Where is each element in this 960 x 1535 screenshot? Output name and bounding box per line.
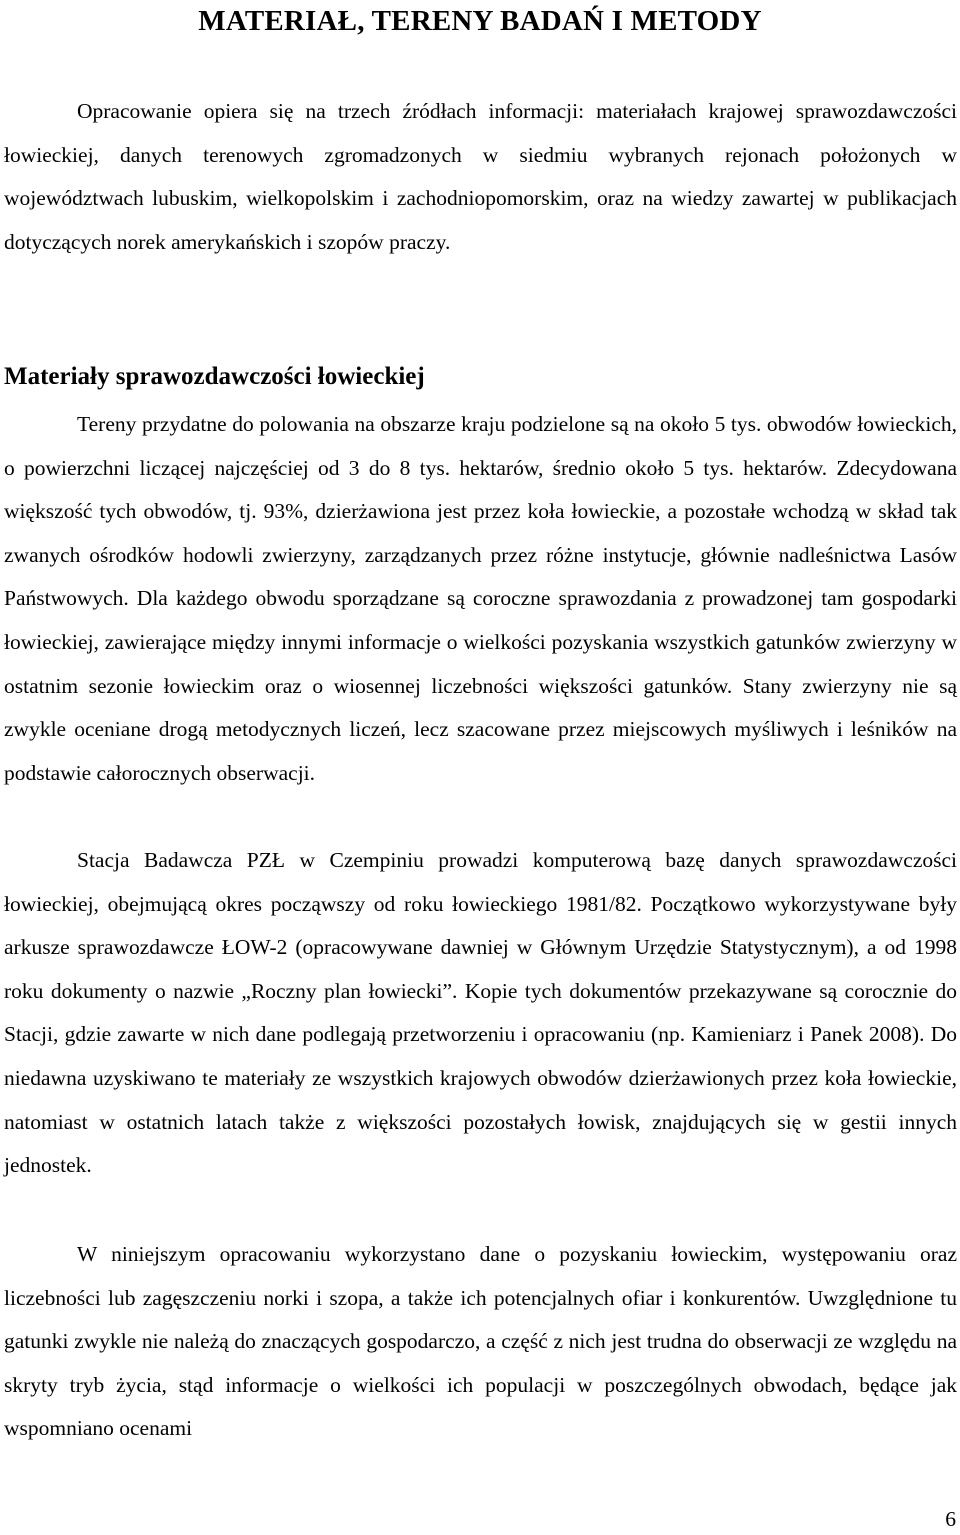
intro-paragraph: Opracowanie opiera się na trzech źródłach informacji: materiałach krajowej sprawozdawczości łowieckiej, danych terenowych zgromadzonych w siedmiu wybranych rejonach położonych w województwach lubuskim, wielkopolskim i zachodniopomorskim, oraz na wiedzy zawartej w publikacjach dotyczących norek amerykańskich i szopów praczy. [4, 99, 957, 254]
body-paragraph: W niniejszym opracowaniu wykorzystano dane o pozyskaniu łowieckim, występowaniu oraz liczebności lub zagęszczeniu norki i szopa, a także ich potencjalnych ofiar i konkurentów. Uwzględnione tu gatunki zwykle nie należą do znaczących gospodarczo, a część z nich jest trudna do obserwacji ze względu na skryty tryb życia, stąd informacje o wielkości ich populacji w poszczególnych obwodach, będące jak wspomniano ocenami [4, 1242, 957, 1441]
page-number: 6 [945, 1507, 956, 1531]
body-paragraph: Stacja Badawcza PZŁ w Czempiniu prowadzi komputerową bazę danych sprawozdawczości łowieckiej, obejmującą okres począwszy od roku łowieckiego 1981/82. Początkowo wykorzystywane były arkusze sprawozdawcze ŁOW-2 (opracowywane dawniej w Głównym Urzędzie Statystycznym), a od 1998 roku dokumenty o nazwie „Roczny plan łowiecki”. Kopie tych dokumentów przekazywane są corocznie do Stacji, gdzie zawarte w nich dane podlegają przetworzeniu i opracowaniu (np. Kamieniarz i Panek 2008). Do niedawna uzyskiwano te materiały ze wszystkich krajowych obwodów dzierżawionych przez koła łowieckie, natomiast w ostatnich latach także z większości pozostałych łowisk, znajdujących się w gestii innych jednostek. [4, 848, 957, 1178]
section-heading: Materiały sprawozdawczości łowieckiej [4, 363, 425, 390]
page-title: MATERIAŁ, TERENY BADAŃ I METODY [198, 5, 762, 37]
body-paragraph: Tereny przydatne do polowania na obszarze kraju podzielone są na około 5 tys. obwodów łowieckich, o powierzchni liczącej najczęściej od 3 do 8 tys. hektarów, średnio około 5 tys. hektarów. Zdecydowana większość tych obwodów, tj. 93%, dzierżawiona jest przez koła łowieckie, a pozostałe wchodzą w skład tak zwanych ośrodków hodowli zwierzyny, zarządzanych przez różne instytucje, głównie nadleśnictwa Lasów Państwowych. Dla każdego obwodu sporządzane są coroczne sprawozdania z prowadzonej tam gospodarki łowieckiej, zawierające między innymi informacje o wielkości pozyskania wszystkich gatunków zwierzyny w ostatnim sezonie łowieckim oraz o wiosennej liczebności większości gatunków. Stany zwierzyny nie są zwykle oceniane drogą metodycznych liczeń, lecz szacowane przez miejscowych myśliwych i leśników na podstawie całorocznych obserwacji. [4, 412, 957, 785]
